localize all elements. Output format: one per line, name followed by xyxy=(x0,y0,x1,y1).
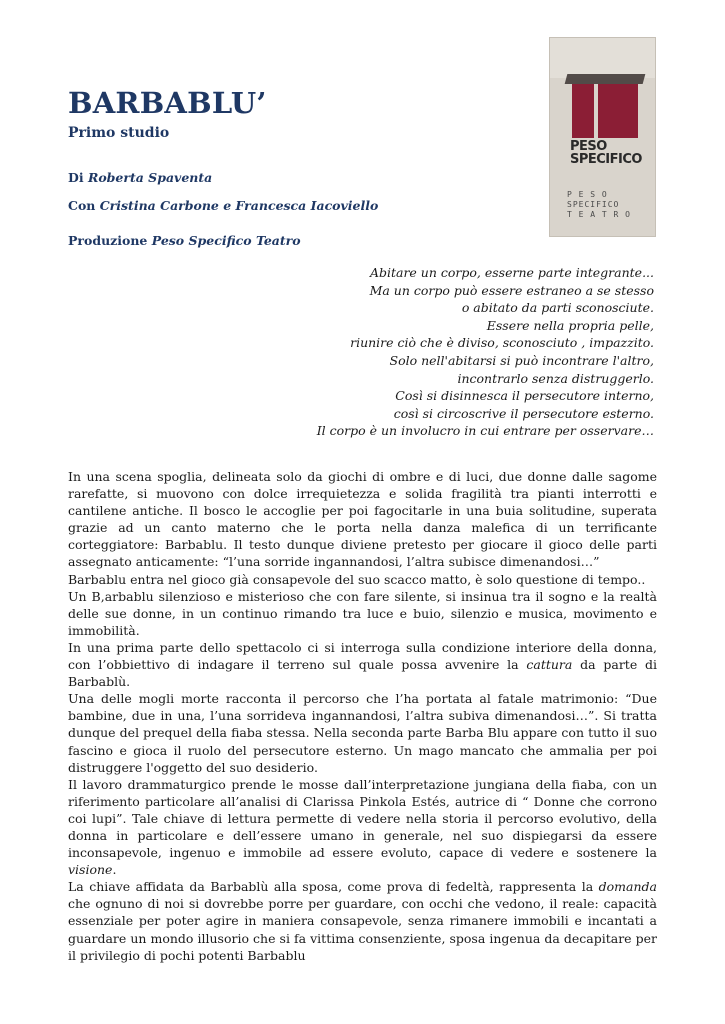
poem-line: riunire ciò che è diviso, sconosciuto , impazzito. xyxy=(350,335,654,351)
paragraph: Una delle mogli morte racconta il percorso che l’ha portata al fatale matrimonio: “Due bambine, due in una, l’una sorrideva ingannandosi, l’altra subiva dimenandosi…”. Si tratta dunque del prequel della fiaba stessa. Nella seconda parte Barba Blu appare con tutto il suo fascino e gioca il ruolo del persecutore esterno. Un mago mancato che ammalia per poi distruggere l'oggetto del suo desiderio. xyxy=(68,691,657,775)
logo-brush-stroke xyxy=(565,74,646,84)
page-title: BARBABLU’ xyxy=(68,86,267,120)
author-name: Roberta Spaventa xyxy=(87,170,213,185)
paragraph-text: . xyxy=(112,862,117,878)
paragraph-text: da parte di Barbablù. xyxy=(68,657,658,690)
logo-small-line1: P E S O xyxy=(567,190,608,199)
poem-line: Essere nella propria pelle, xyxy=(486,317,654,333)
emphasis-text: visione xyxy=(68,862,113,878)
poem-line: Abitare un corpo, esserne parte integrante... xyxy=(369,265,654,280)
poem-line: Il corpo è un involucro in cui entrare per osservare… xyxy=(316,423,654,439)
logo-top-band xyxy=(550,38,656,78)
body-text xyxy=(68,468,657,964)
paragraph xyxy=(68,639,657,690)
epigraph-poem xyxy=(317,264,654,440)
paragraph-text: La chiave affidata da Barbablù alla sposa, come prova di fedeltà, rappresenta la xyxy=(68,879,599,895)
logo-name-line1: PESO xyxy=(570,139,607,154)
poem-line: o abitato da parti sconosciute. xyxy=(461,300,654,316)
paragraph: Barbablu entra nel gioco già consapevole del suo scacco matto, è solo questione di tempo.. xyxy=(68,571,646,587)
emphasis-text: cattura xyxy=(526,657,573,673)
cast-names: Cristina Carbone e Francesca Iacoviello xyxy=(99,198,379,213)
author-credit xyxy=(68,170,212,185)
poem-line: Così si disinnesca il persecutore interno, xyxy=(395,388,654,404)
peso-specifico-logo xyxy=(549,37,656,237)
paragraph-text: In una prima parte dello spettacolo ci si interroga sulla condizione interiore della donna, con l’obbiettivo di indagare il terreno sul quale possa avvenire la xyxy=(68,639,657,673)
poem-line: Ma un corpo può essere estraneo a se stesso xyxy=(369,282,654,298)
cast-credit xyxy=(68,198,378,213)
production-name: Peso Specifico Teatro xyxy=(151,233,301,248)
paragraph: Un B,arbablu silenzioso e misterioso che con fare silente, si insinua tra il sogno e la realtà delle sue donne, in un continuo rimando tra luce e buio, silenzio e musica, movimento e immobilità. xyxy=(68,588,657,638)
logo-small-line2: SPECIFICO xyxy=(567,200,620,209)
production-credit xyxy=(68,233,301,248)
logo-name-line2: SPECIFICO xyxy=(570,152,642,167)
author-label: Di xyxy=(68,170,84,185)
poem-line: Solo nell'abitarsi si può incontrare l'altro, xyxy=(389,352,654,368)
paragraph xyxy=(68,878,657,963)
logo-small-line3: T E A T R O xyxy=(567,210,631,219)
paragraph-text: Il lavoro drammaturgico prende le mosse dall’interpretazione jungiana della fiaba, con un riferimento particolare all’analisi di Clarissa Pinkola Estés, autrice di “ Donne che corrono coi lupi”. Tale chiave di lettura permette di vedere nella storia il percorso evolutivo, della donna in particolare e dell’essere umano in generale, nel suo dispiegarsi da essere inconsapevole, ingenuo e immobile ad essere evoluto, capace di vedere e sostenere la xyxy=(68,776,657,861)
paragraph: In una scena spoglia, delineata solo da giochi di ombre e di luci, due donne dalle sagome rarefatte, si muovono con dolce irrequietezza e solida fragilità tra pianti interrotti e cantilene antiche. Il bosco le accoglie per poi fagocitarle in una buia solitudine, superata grazie ad un canto materno che le porta nella danza malefica di un terrificante corteggiatore: Barbablu. Il testo dunque diviene pretesto per giocare il gioco delle parti assegnato anticamente: “l’una sorride ingannandosi, l’altra subisce dimenandosi…” xyxy=(68,469,657,570)
production-label: Produzione xyxy=(68,233,148,248)
cast-label: Con xyxy=(68,198,96,213)
logo-red-block-left xyxy=(572,84,594,138)
emphasis-text: domanda xyxy=(598,879,657,895)
page-subtitle: Primo studio xyxy=(68,125,170,141)
paragraph xyxy=(68,776,657,879)
paragraph-text: che ognuno di noi si dovrebbe porre per guardare, con occhi che vedono, il reale: capacità essenziale per poter agire in maniera consapevole, senza rimanere immobili e incantati a guardare un mondo illusorio che si fa vittima consenziente, sposa ingenua da decapitare per il privilegio di pochi potenti Barbablu xyxy=(68,896,657,963)
poem-line: così si circoscrive il persecutore esterno. xyxy=(393,405,654,421)
poem-line: incontrarlo senza distruggerlo. xyxy=(457,370,654,386)
logo-red-block-right xyxy=(598,84,638,138)
